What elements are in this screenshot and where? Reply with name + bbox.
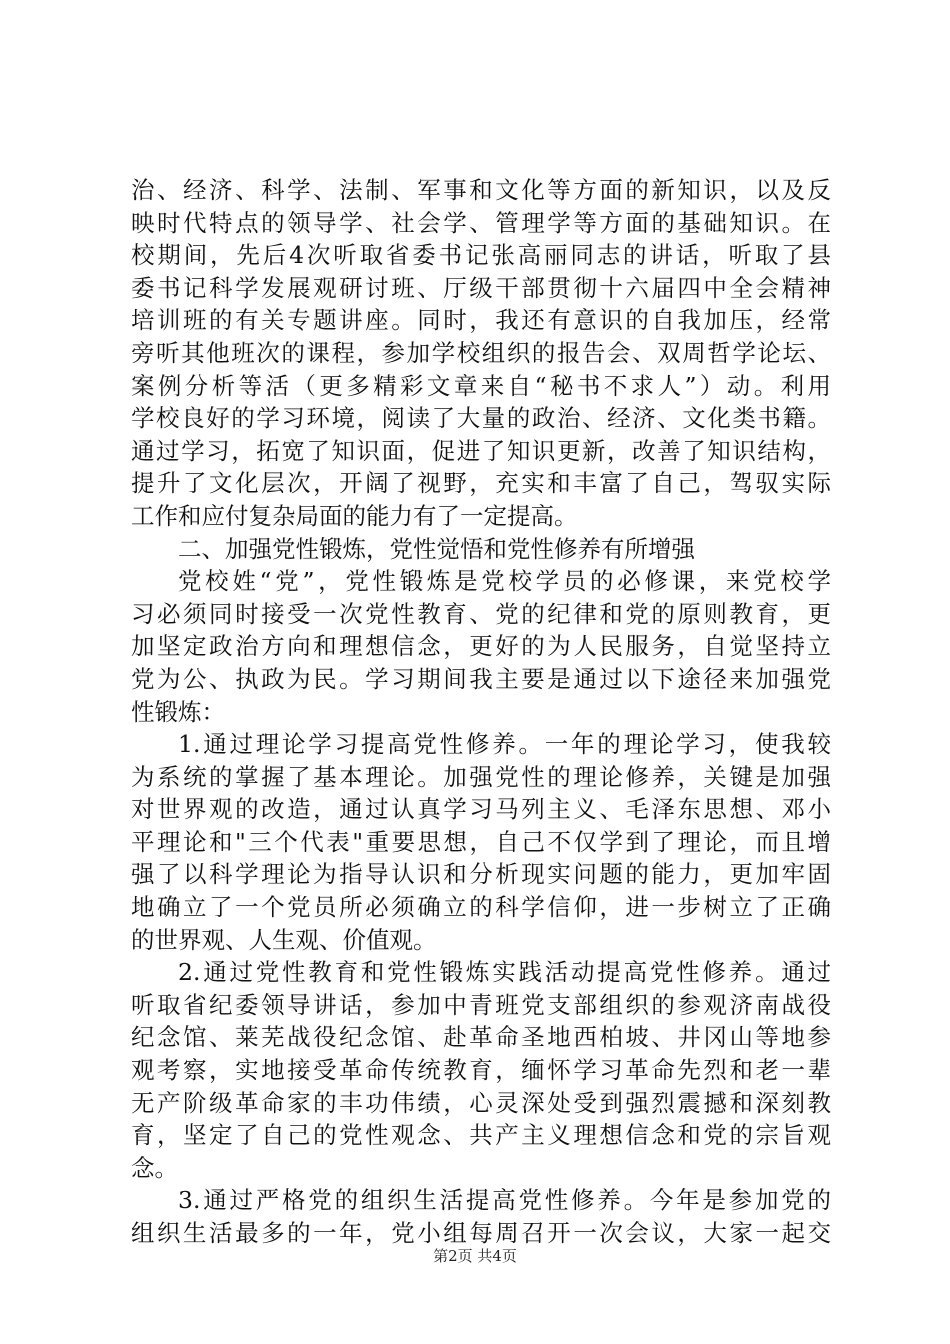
text-line: 委书记科学发展观研讨班、厅级干部贯彻十六届四中全会精神 — [131, 273, 831, 302]
text-line: 组织生活最多的一年，党小组每周召开一次会议，大家一起交 — [131, 1219, 831, 1247]
text-line: 观考察，实地接受革命传统教育，缅怀学习革命先烈和老一辈 — [131, 1056, 831, 1085]
text-line: 育，坚定了自己的党性观念、共产主义理想信念和党的宗旨观 — [131, 1121, 831, 1150]
text-line: 性锻炼： — [131, 697, 225, 726]
text-line: 为系统的掌握了基本理论。加强党性的理论修养，关键是加强 — [131, 762, 831, 791]
text-line: 纪念馆、莱芜战役纪念馆、赴革命圣地西柏坡、井冈山等地参 — [131, 1023, 831, 1052]
text-line: 对世界观的改造，通过认真学习马列主义、毛泽东思想、邓小 — [131, 795, 831, 824]
text-line: 提升了文化层次，开阔了视野，充实和丰富了自己，驾驭实际 — [131, 469, 831, 498]
text-line: 地确立了一个党员所必须确立的科学信仰，进一步树立了正确 — [131, 893, 831, 922]
text-line: 旁听其他班次的课程，参加学校组织的报告会、双周哲学论坛、 — [131, 338, 831, 367]
text-line: 工作和应付复杂局面的能力有了一定提高。 — [131, 501, 578, 530]
text-line: 二、加强党性锻炼，党性觉悟和党性修养有所增强 — [178, 534, 695, 563]
text-line: 听取省纪委领导讲话，参加中青班党支部组织的参观济南战役 — [131, 990, 831, 1019]
text-line: 无产阶级革命家的丰功伟绩，心灵深处受到强烈震撼和深刻教 — [131, 1088, 831, 1117]
text-line: 2.通过党性教育和党性锻炼实践活动提高党性修养。通过 — [178, 958, 831, 987]
text-line: 党为公、执政为民。学习期间我主要是通过以下途径来加强党 — [131, 664, 831, 693]
text-line: 1.通过理论学习提高党性修养。一年的理论学习，使我较 — [178, 730, 831, 759]
text-line: 治、经济、科学、法制、军事和文化等方面的新知识，以及反 — [131, 176, 831, 204]
text-line: 通过学习，拓宽了知识面，促进了知识更新，改善了知识结构， — [131, 436, 831, 465]
text-line: 党校姓“党”，党性锻炼是党校学员的必修课，来党校学 — [178, 567, 831, 596]
text-line: 平理论和"三个代表"重要思想，自己不仅学到了理论，而且增 — [131, 827, 831, 856]
text-line: 培训班的有关专题讲座。同时，我还有意识的自我加压，经常 — [131, 306, 831, 335]
text-line: 学校良好的学习环境，阅读了大量的政治、经济、文化类书籍。 — [131, 404, 831, 433]
text-line: 念。 — [131, 1153, 178, 1182]
text-line: 习必须同时接受一次党性教育、党的纪律和党的原则教育，更 — [131, 599, 831, 628]
text-line: 映时代特点的领导学、社会学、管理学等方面的基础知识。在 — [131, 208, 831, 237]
text-line: 的世界观、人生观、价值观。 — [131, 925, 437, 954]
text-line: 加坚定政治方向和理想信念，更好的为人民服务，自觉坚持立 — [131, 632, 831, 661]
text-line: 强了以科学理论为指导认识和分析现实问题的能力，更加牢固 — [131, 860, 831, 889]
text-line: 校期间，先后4次听取省委书记张高丽同志的讲话，听取了县 — [131, 241, 831, 270]
text-line: 3.通过严格党的组织生活提高党性修养。今年是参加党的 — [178, 1186, 831, 1215]
text-line: 案例分析等活（更多精彩文章来自“秘书不求人”）动。利用 — [131, 371, 831, 400]
document-body — [131, 174, 831, 1250]
page-footer: 第2页 共4页 — [433, 1247, 517, 1265]
